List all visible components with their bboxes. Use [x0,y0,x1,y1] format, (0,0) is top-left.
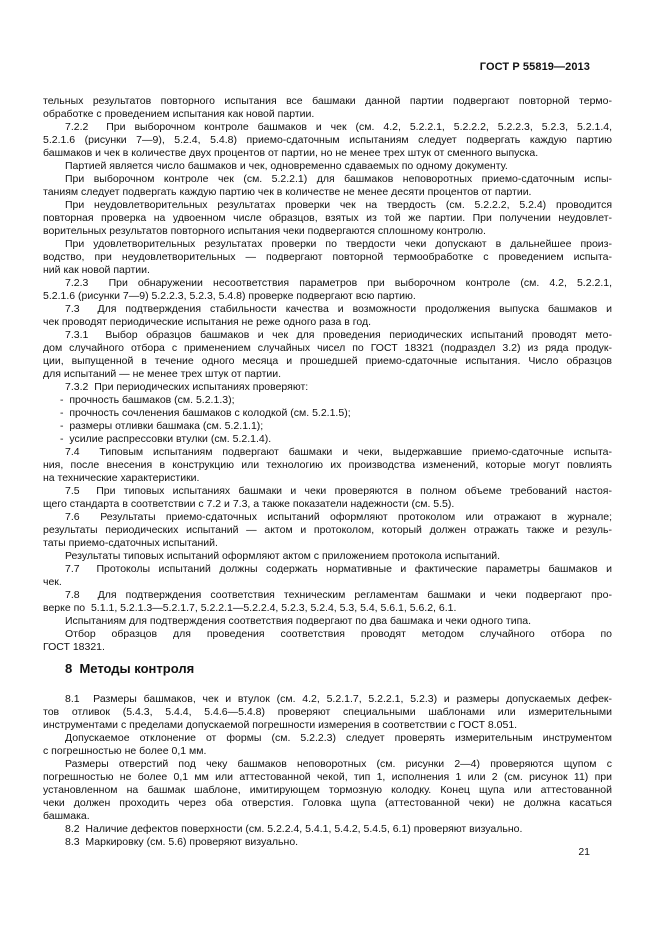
text-line: погрешностью не более 0,1 мм или аттестованной чекой, тип 1, исполнения 1 или 2 (см. рисунок 11) при [43,771,612,783]
text-line: на технические характеристики. [43,472,200,484]
text-line: ворительных результатов повторного испытания чеки подвергаются сплошному контролю. [43,225,486,237]
text-line: башмаков и чек в количестве двух процентов от партии, но не менее трех штук от сменного выпуска. [43,147,539,159]
section-heading: 8 Методы контроля [65,661,195,676]
text-line: 8.1 Размеры башмаков, чек и втулок (см. 4.2, 5.2.1.7, 5.2.2.1, 5.2.3) и размеры допускаемых дефек- [65,693,612,705]
text-line: 7.3.1 Выбор образцов башмаков и чек для проведения периодических испытаний проводят мето- [65,329,612,341]
text-line: 7.2.3 При обнаружении несоответствия параметров при выборочном контроле (см. 4.2, 5.2.2.1, [65,277,612,289]
text-line: ции, выпущенной в течение одного месяца и прошедшей приемо-сдаточные испытания. Число образцов [43,355,612,367]
text-line: дом случайного отбора с применением случайных чисел по ГОСТ 18321 (подраздел 3.2) из ряда продук- [43,342,612,354]
text-line: 5.2.1.6 (рисунки 7—9) 5.2.2.3, 5.2.3, 5.4.8) проверке подвергают всю партию. [43,290,416,302]
text-line: - прочность сочленения башмаков с колодкой (см. 5.2.1.5); [60,407,351,419]
text-line: 5.2.1.6 (рисунки 7—9), 5.2.4, 5.4.8) приемо-сдаточным испытаниям следует подвергать каждую партию [43,134,612,146]
text-line: При удовлетворительных результатах проверки по твердости чеки допускают в дальнейшее произ- [65,238,612,250]
text-line: результаты периодических испытаний — актом и протоколом, который должен отражать также и резуль- [43,524,612,536]
text-line: При выборочном контроле чек (см. 5.2.2.1) для башмаков неповоротных приемо-сдаточным испы- [65,173,612,185]
text-line: 7.3.2 При периодических испытаниях проверяют: [65,381,309,393]
text-line: повторная проверка на удвоенном числе образцов, взятых из той же партии. При получении неудовлет- [43,212,612,224]
text-line: башмака. [43,810,90,822]
text-line: - усилие распрессовки втулки (см. 5.2.1.4). [60,433,272,445]
text-line: Допускаемое отклонение от формы (см. 5.2.2.3) следует проверять измерительным инструментом [65,732,612,744]
text-line: с погрешностью не более 0,1 мм. [43,745,207,757]
text-line: 7.5 При типовых испытаниях башмаки и чеки проверяются в полном объеме требований настоя- [65,485,612,497]
text-line: ГОСТ 18321. [43,641,105,653]
text-line: Размеры отверстий под чеку башмаков неповоротных (см. рисунки 2—4) проверяются щупом с [65,758,612,770]
text-line: - размеры отливки башмака (см. 5.2.1.1); [60,420,264,432]
text-line: 8.3 Маркировку (см. 5.6) проверяют визуально. [65,836,299,848]
text-line: верке по 5.1.1, 5.2.1.3—5.2.1.7, 5.2.2.1—5.2.2.4, 5.2.3, 5.2.4, 5.3, 5.4, 5.6.1, 5.6.2, 6.1. [43,602,457,614]
text-line: чек. [43,576,62,588]
text-line: 7.3 Для подтверждения стабильности качества и возможности продолжения выпуска башмаков и [65,303,612,315]
text-line: Результаты типовых испытаний оформляют актом с приложением протокола испытаний. [65,550,501,562]
text-line: инструментами с пределами допускаемой погрешности измерения в соответствии с ГОСТ 8.051. [43,719,518,731]
text-line: тельных результатов повторного испытания все башмаки данной партии подвергают повторной термо- [43,95,612,107]
text-line: водство, при неудовлетворительных — подвергают повторной термообработке с проведением испыта- [43,251,612,263]
text-line: 7.2.2 При выборочном контроле башмаков и чек (см. 4.2, 5.2.2.1, 5.2.2.2, 5.2.2.3, 5.2.3, 5.2.1.4, [65,121,612,133]
text-line: таниям следует подвергать каждую партию чек в количестве не менее десяти процентов от партии. [43,186,532,198]
text-line: Отбор образцов для проведения соответствия проводят методом случайного отбора по [65,628,612,640]
text-line: Испытаниям для подтверждения соответствия подвергают по два башмака и чеки одного типа. [65,615,532,627]
doc-code-header: ГОСТ Р 55819—2013 [479,61,590,73]
text-line: 7.7 Протоколы испытаний должны содержать нормативные и фактические параметры башмаков и [65,563,612,575]
text-line: При неудовлетворительных результатах проверки чек на твердость (см. 5.2.2.2, 5.2.4) проводится [65,199,612,211]
text-line: 7.8 Для подтверждения соответствия техническим регламентам башмаки и чеки подвергают про- [65,589,612,601]
text-line: ний как новой партии. [43,264,150,276]
text-line: - прочность башмаков (см. 5.2.1.3); [60,394,235,406]
text-line: Партией является число башмаков и чек, одновременно сдаваемых по одному документу. [65,160,508,172]
text-line: установленном на башмак шаблоне, имитирующем тормозную колодку. Конец щупа или аттестованной [43,784,612,796]
text-line: таты приемо-сдаточных испытаний. [43,537,218,549]
text-line: чеки должен проходить через оба отверстия. Головка щупа (аттестованной чеки) не должна касаться [43,797,612,809]
text-line: щего стандарта в соответствии с 7.2 и 7.3, а также показатели надежности (см. 5.5). [43,498,455,510]
text-line: 7.4 Типовым испытаниям подвергают башмаки и чеки, выдержавшие приемо-сдаточные испыта- [65,446,612,458]
text-line: чек проводят периодические испытания не реже одного раза в год. [43,316,372,328]
text-line: ния, после внесения в конструкцию или технологию их производства изменений, которые могут повлиять [43,459,612,471]
text-line: тов отливок (5.4.3, 5.4.4, 5.4.6—5.4.8) проверяют специальными шаблонами или измерительными [43,706,612,718]
text-line: 8.2 Наличие дефектов поверхности (см. 5.2.2.4, 5.4.1, 5.4.2, 5.4.5, 6.1) проверяют визуально. [65,823,523,835]
text-line: для испытаний — не менее трех штук от партии. [43,368,282,380]
text-line: 7.6 Результаты приемо-сдаточных испытаний оформляют протоколом или отражают в журнале; [65,511,612,523]
text-line: обработке с проведением испытания как новой партии. [43,108,315,120]
page-number: 21 [578,846,590,858]
document-body [43,95,612,849]
